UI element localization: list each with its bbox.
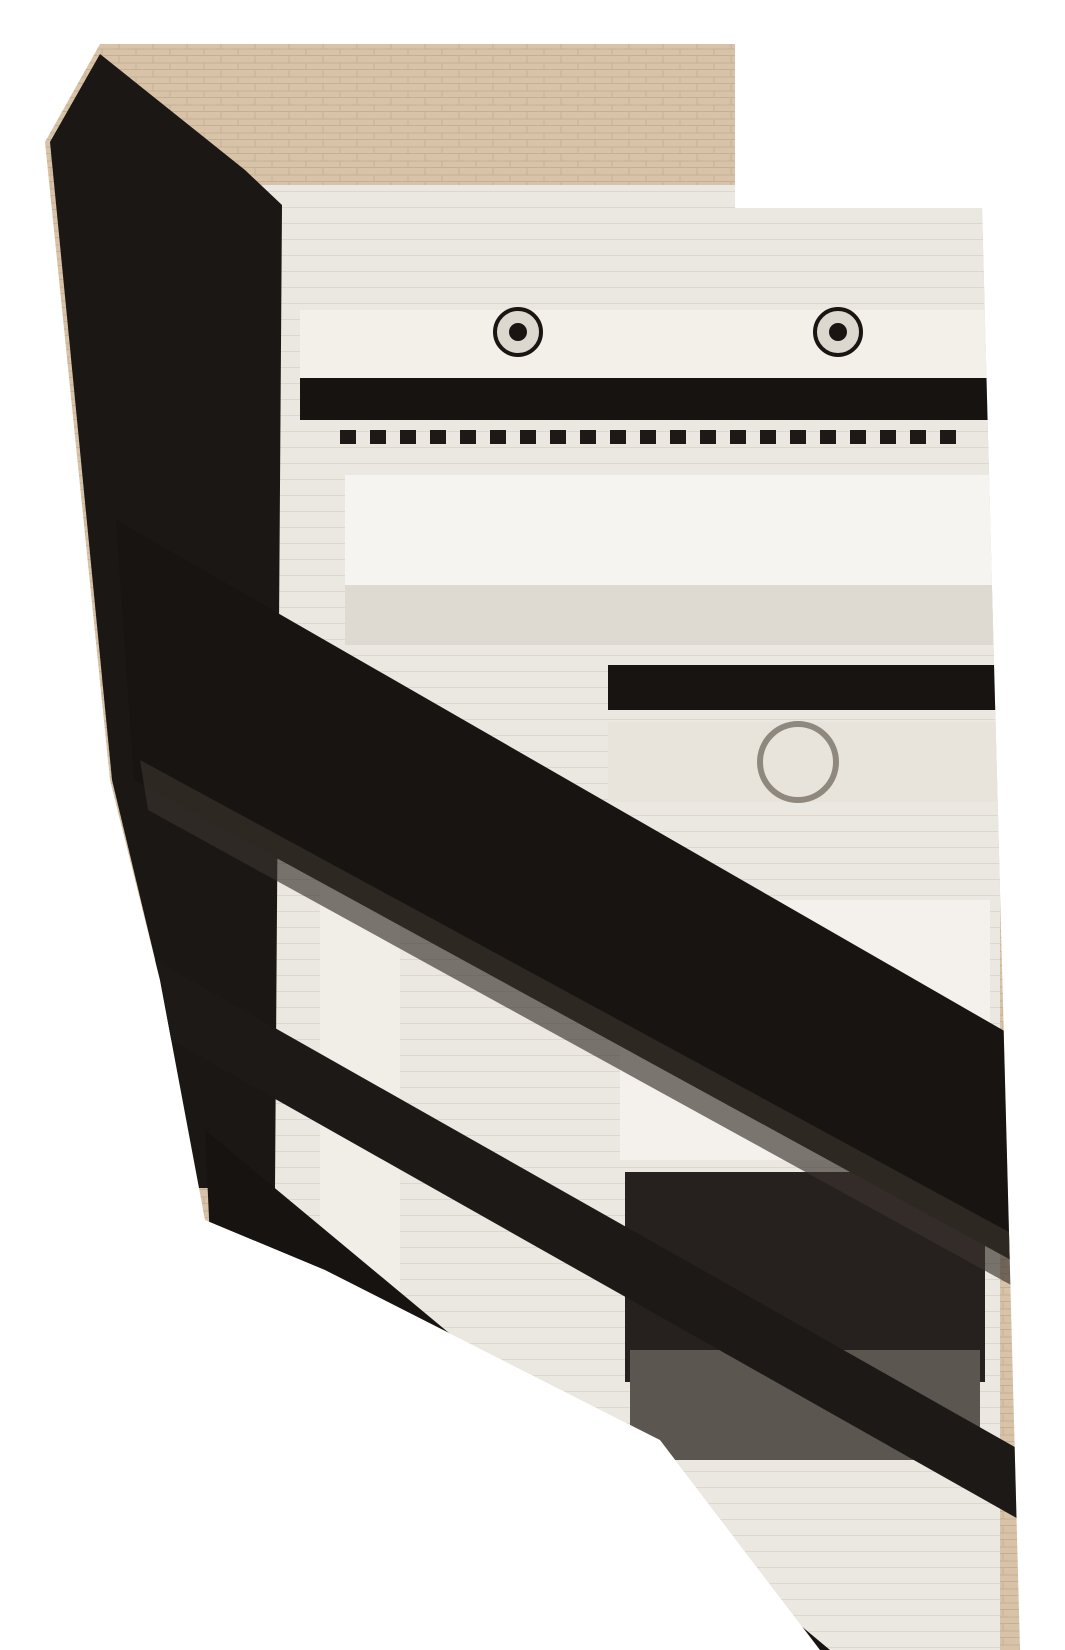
ornamental-panel xyxy=(608,722,998,802)
cornice-band xyxy=(300,310,1000,382)
dentil-molding xyxy=(340,430,956,444)
cornice-shadow xyxy=(300,378,1000,420)
frieze-panel xyxy=(345,475,995,590)
window-lintel xyxy=(608,665,998,710)
molding-band xyxy=(345,585,995,645)
